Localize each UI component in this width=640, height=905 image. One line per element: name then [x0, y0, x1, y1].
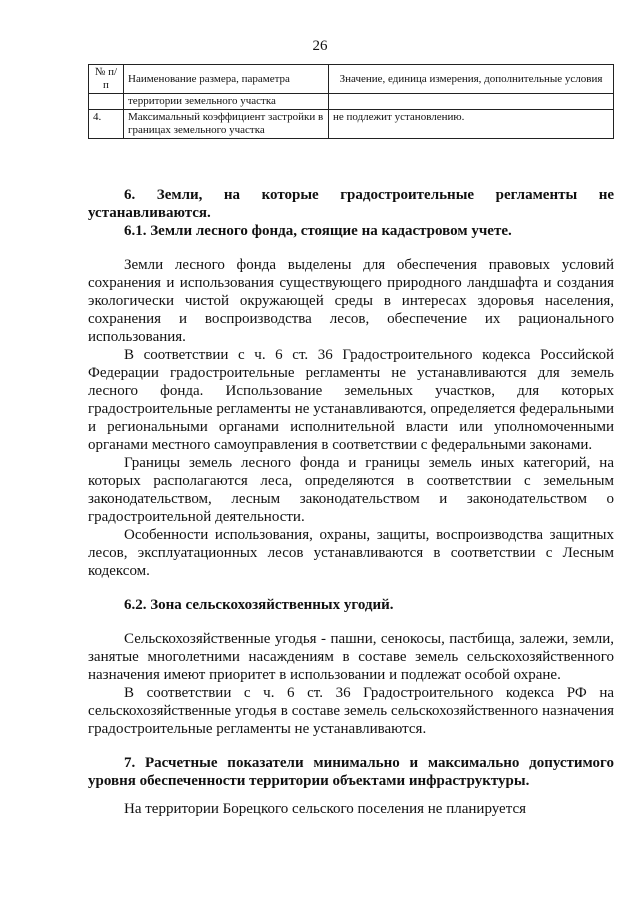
- row-number: [89, 94, 124, 110]
- row-value: не подлежит установлению.: [329, 110, 614, 139]
- paragraph: Особенности использования, охраны, защиты, воспроизводства защитных лесов, эксплуатационных лесов устанавливаются в соответствии с Лесным кодексом.: [88, 527, 614, 579]
- header-value: Значение, единица измерения, дополнительные условия: [329, 65, 614, 94]
- parameters-table: [88, 64, 614, 139]
- header-name: Наименование размера, параметра: [124, 65, 329, 94]
- table-header-row: [89, 65, 614, 94]
- section-6-2-heading: 6.2. Зона сельскохозяйственных угодий.: [124, 597, 394, 613]
- table-row: [89, 94, 614, 110]
- paragraph: В соответствии с ч. 6 ст. 36 Градостроительного кодекса Российской Федерации градостроительные регламенты не устанавливаются для земель лесного фонда. Использование земельных участков, для которых градостроительные регламенты не устанавливаются, определяется федеральными и региональными органами исполнительной власти или уполномоченными органами местного самоуправления в соответствии с федеральными законами.: [88, 347, 614, 453]
- paragraph: Границы земель лесного фонда и границы земель иных категорий, на которых располагаются леса, определяются в соответствии с земельным законодательством, лесным законодательством и законодательством о градостроительной деятельности.: [88, 455, 614, 525]
- row-name: Максимальный коэффициент застройки в границах земельного участка: [124, 110, 329, 139]
- paragraph: В соответствии с ч. 6 ст. 36 Градостроительного кодекса РФ на сельскохозяйственные угодья в составе земель сельскохозяйственного назначения градостроительные регламенты не устанавливаются.: [88, 685, 614, 737]
- main-text: [88, 186, 614, 818]
- paragraph: Земли лесного фонда выделены для обеспечения правовых условий сохранения и использования существующего природного ландшафта и создания экологически чистой окружающей среды в интересах здоровья населения, сохранения и воспроизводства лесов, обеспечение их рационального использования.: [88, 257, 614, 345]
- section-7-heading: 7. Расчетные показатели минимально и максимально допустимого уровня обеспеченности территории объектами инфраструктуры.: [88, 755, 614, 789]
- row-number: 4.: [89, 110, 124, 139]
- table-row: [89, 110, 614, 139]
- header-number: № п/п: [89, 65, 124, 94]
- section-6-heading: 6. Земли, на которые градостроительные регламенты не устанавливаются.: [88, 187, 614, 221]
- row-value: [329, 94, 614, 110]
- paragraph: На территории Борецкого сельского поселения не планируется: [124, 801, 526, 817]
- page-number: 26: [312, 38, 328, 54]
- paragraph: Сельскохозяйственные угодья - пашни, сенокосы, пастбища, залежи, земли, занятые многолетними насаждениям в составе земель сельскохозяйственного назначения имеют приоритет в использовании и подлежат особой охране.: [88, 631, 614, 683]
- section-6-1-heading: 6.1. Земли лесного фонда, стоящие на кадастровом учете.: [124, 223, 512, 239]
- row-name: территории земельного участка: [124, 94, 329, 110]
